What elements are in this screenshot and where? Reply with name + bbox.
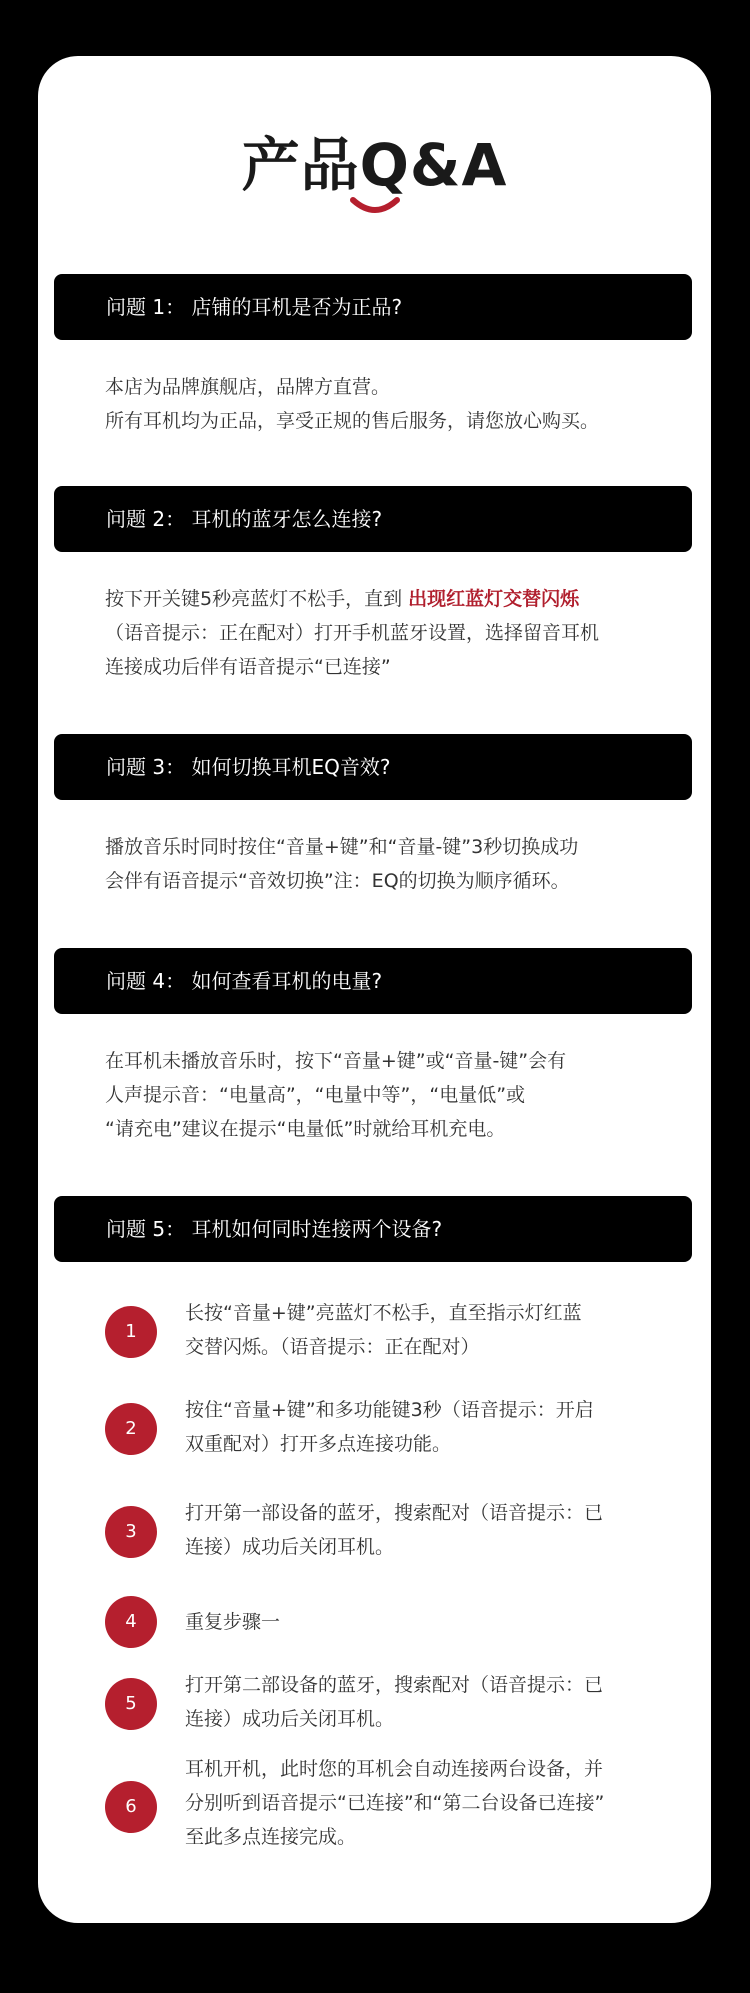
step-text (185, 1752, 685, 1854)
step-line: 连接）成功后关闭耳机。 (185, 1708, 395, 1730)
step-line: 打开第一部设备的蓝牙，搜索配对（语音提示：已 (185, 1502, 604, 1524)
question-bar-1 (54, 274, 692, 340)
answer-2 (105, 582, 665, 684)
answer-line (105, 582, 665, 616)
step-text (185, 1496, 685, 1564)
step-line: 长按“音量+键”亮蓝灯不松手，直至指示灯红蓝 (185, 1302, 582, 1324)
answer-line: 本店为品牌旗舰店，品牌方直营。 (105, 376, 391, 398)
smile-decoration-icon (349, 196, 401, 216)
question-bar-2 (54, 486, 692, 552)
step-number-badge: 5 (105, 1678, 157, 1730)
step-number-badge: 1 (105, 1306, 157, 1358)
step-line: 耳机开机，此时您的耳机会自动连接两台设备，并 (185, 1758, 604, 1780)
step-text (185, 1296, 685, 1364)
step-line: 重复步骤一 (185, 1611, 281, 1633)
question-text: 问题 5： 耳机如何同时连接两个设备? (106, 1217, 443, 1241)
answer-3 (105, 830, 665, 898)
answer-line: 会伴有语音提示“音效切换”注：EQ的切换为顺序循环。 (105, 870, 570, 892)
faq-card (38, 56, 711, 1923)
step-line: 打开第二部设备的蓝牙，搜索配对（语音提示：已 (185, 1674, 604, 1696)
answer-1 (105, 370, 665, 438)
step-number-badge: 2 (105, 1403, 157, 1455)
step-text (185, 1393, 685, 1461)
answer-line: 在耳机未播放音乐时，按下“音量+键”或“音量-键”会有 (105, 1050, 567, 1072)
step-line: 连接）成功后关闭耳机。 (185, 1536, 395, 1558)
answer-line: 所有耳机均为正品，享受正规的售后服务，请您放心购买。 (105, 410, 600, 432)
step-number-badge: 4 (105, 1596, 157, 1648)
question-text: 问题 4： 如何查看耳机的电量? (106, 969, 383, 993)
step-line: 至此多点连接完成。 (185, 1826, 357, 1848)
step-number-badge: 3 (105, 1506, 157, 1558)
answer-text: 按下开关键5秒亮蓝灯不松手，直到 (105, 588, 409, 610)
question-text: 问题 1： 店铺的耳机是否为正品? (106, 295, 403, 319)
question-bar-5 (54, 1196, 692, 1262)
answer-line: （语音提示：正在配对）打开手机蓝牙设置，选择留音耳机 (105, 622, 600, 644)
step-line: 按住“音量+键”和多功能键3秒（语音提示：开启 (185, 1399, 594, 1421)
answer-highlight: 出现红蓝灯交替闪烁 (408, 588, 580, 610)
step-line: 交替闪烁。（语音提示：正在配对） (185, 1336, 480, 1358)
step-number-badge: 6 (105, 1781, 157, 1833)
question-bar-4 (54, 948, 692, 1014)
answer-4 (105, 1044, 665, 1146)
question-text: 问题 3： 如何切换耳机EQ音效? (106, 755, 391, 779)
answer-line: 人声提示音：“电量高”，“电量中等”，“电量低”或 (105, 1084, 526, 1106)
step-line: 双重配对）打开多点连接功能。 (185, 1433, 452, 1455)
step-text (185, 1605, 685, 1639)
question-text: 问题 2： 耳机的蓝牙怎么连接? (106, 507, 383, 531)
answer-line: 播放音乐时同时按住“音量+键”和“音量-键”3秒切换成功 (105, 836, 579, 858)
answer-line: 连接成功后伴有语音提示“已连接” (105, 656, 391, 678)
step-line: 分别听到语音提示“已连接”和“第二台设备已连接” (185, 1792, 605, 1814)
page-title: 产品Q&A (241, 131, 508, 199)
question-bar-3 (54, 734, 692, 800)
step-text (185, 1668, 685, 1736)
answer-line: “请充电”建议在提示“电量低”时就给耳机充电。 (105, 1118, 506, 1140)
